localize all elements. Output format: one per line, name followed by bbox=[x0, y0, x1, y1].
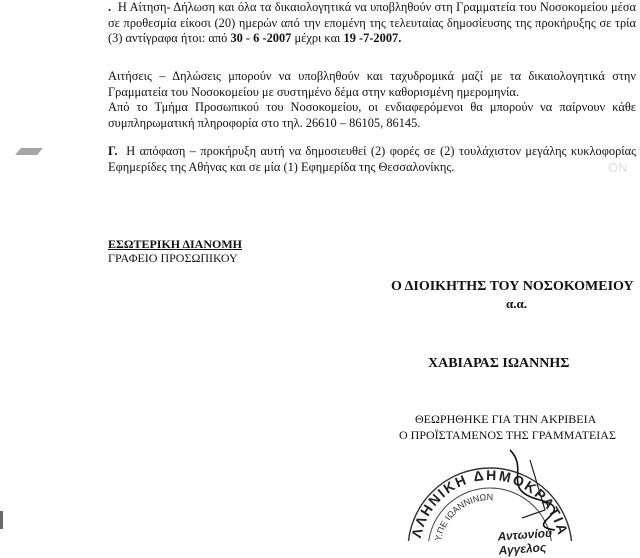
signatory-name: ΧΑΒΙΑΡΑΣ ΙΩΑΝΝΗΣ bbox=[428, 356, 570, 371]
date-to: 19 -7-2007. bbox=[343, 31, 402, 45]
distribution-heading: ΕΣΩΤΕΡΙΚΗ ΔΙΑΝΟΜΗ bbox=[108, 237, 242, 251]
paragraph-publication bbox=[108, 144, 636, 175]
stamp-signer: Αντωνίου Αγγελος bbox=[497, 525, 553, 558]
submission-text: Η Αίτηση- Δήλωση και όλα τα δικαιολογητικά να υποβληθούν στη Γραμματεία του Νοσοκομείου μέσα σε προθεσμία είκοσι (20) ημερών από την επομένη της τελευταίας δημοσίευσης της προκήρυξης σε τρία (3) αντίγραφα ήτοι: από bbox=[108, 0, 636, 45]
publication-text: Η απόφαση – προκήρυξη αυτή να δημοσιευθεί (2) φορές σε (2) τουλάχιστον μεγάλης κυκλοφορίας Εφημερίδες της Αθήνας και σε μία (1) Εφημερίδα της Θεσσαλονίκης. bbox=[108, 144, 636, 174]
scan-mark bbox=[15, 148, 43, 155]
paragraph-submission bbox=[108, 0, 636, 47]
stamp-ring-text: ΛΛΗΝΙΚΗ ΔΗΜΟΚΡΑΤΙΑ bbox=[408, 466, 572, 540]
stamp-inner-text: Υ.ΠΕ ΙΩΑΝΝΙΝΩΝ bbox=[432, 492, 494, 541]
paragraph-postal bbox=[108, 69, 636, 100]
info-text: Από το Τμήμα Προσωπικού του Νοσοκομείου, οι ενδιαφερόμενοι θα μπορούν να παίρνουν κάθε συμπληρωματική πληροφορία στο τηλ. 26610 – 86105, 86145. bbox=[108, 100, 636, 130]
certification-line-1: ΘΕΩΡΗΘΗΚΕ ΓΙΑ ΤΗΝ ΑΚΡΙΒΕΙΑ bbox=[415, 412, 597, 426]
section-marker: Γ. bbox=[108, 144, 118, 158]
faint-bleed: ON bbox=[608, 160, 628, 175]
paragraph-info bbox=[108, 100, 636, 131]
date-from: 30 - 6 -2007 bbox=[230, 31, 292, 45]
paragraph-marker: . bbox=[108, 0, 112, 14]
distribution-item: ΓΡΑΦΕΙΟ ΠΡΟΣΩΠΙΚΟΥ bbox=[108, 251, 238, 265]
signatory-title: Ο ΔΙΟΙΚΗΤΗΣ ΤΟΥ ΝΟΣΟΚΟΜΕΙΟΥ bbox=[391, 279, 634, 294]
official-stamp bbox=[380, 430, 600, 558]
until-word: μέχρι και bbox=[294, 31, 341, 45]
certification-line-2: Ο ΠΡΟΪΣΤΑΜΕΝΟΣ ΤΗΣ ΓΡΑΜΜΑΤΕΙΑΣ bbox=[399, 428, 616, 442]
scan-edge-mark bbox=[0, 511, 3, 529]
signatory-subtitle: α.α. bbox=[506, 296, 528, 311]
postal-text: Αιτήσεις – Δηλώσεις μπορούν να υποβληθούν και ταχυδρομικά μαζί με τα δικαιολογητικά στην Γραμματεία του Νοσοκομείου με συστημένο δέμα στην καθορισμένη ημερομηνία. bbox=[108, 69, 636, 99]
